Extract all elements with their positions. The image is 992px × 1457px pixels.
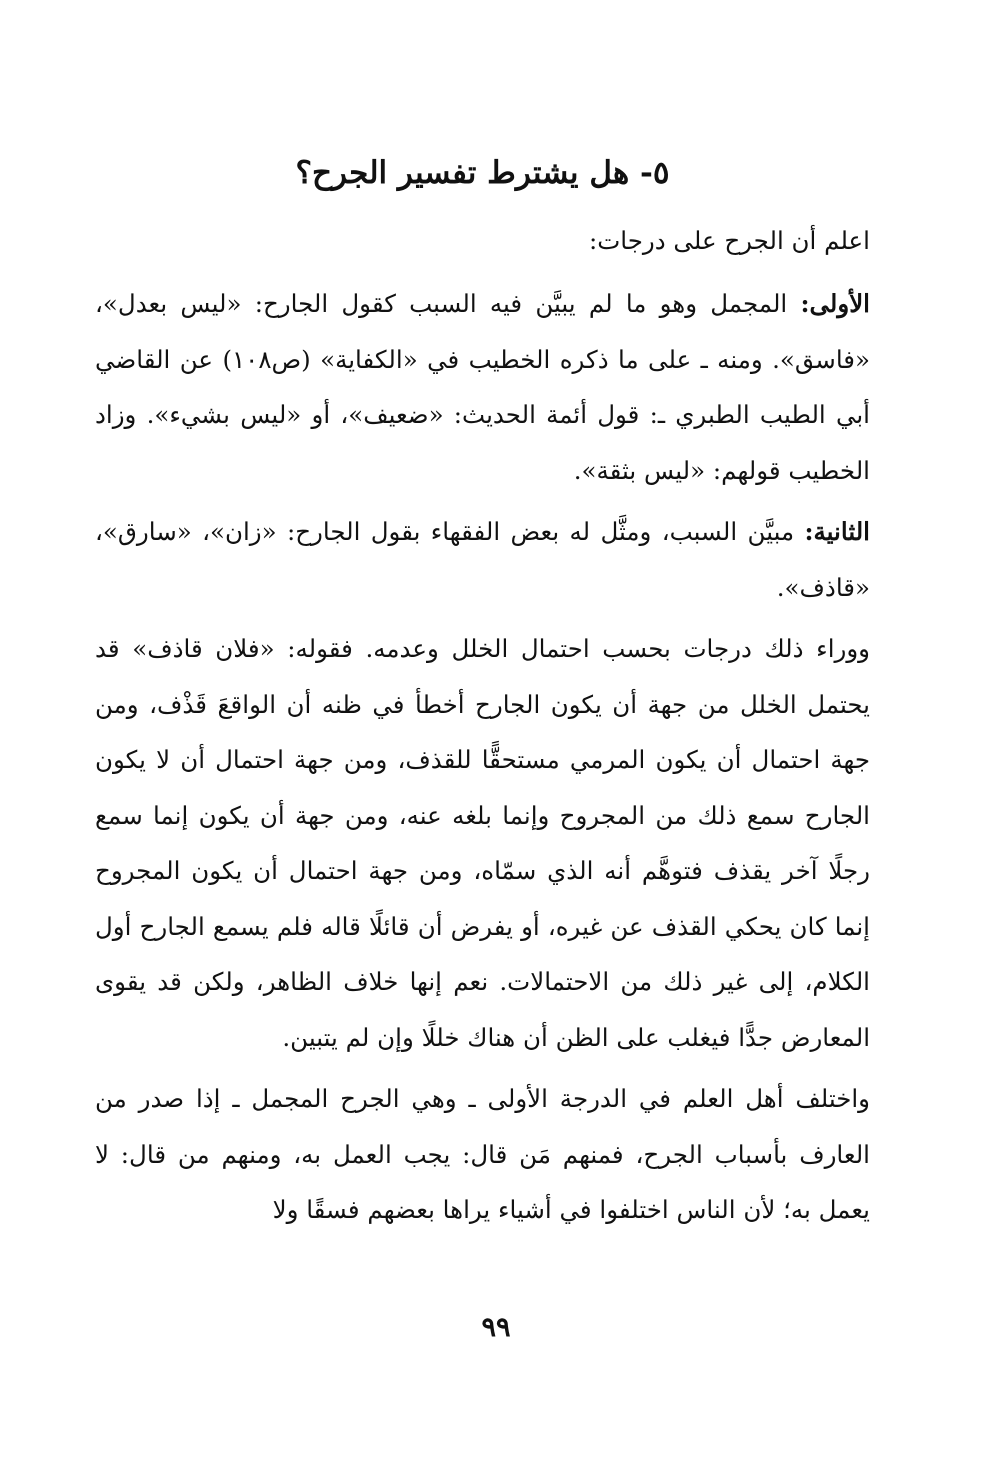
first-degree-paragraph (95, 276, 870, 498)
first-degree-lead: الأولى: (800, 289, 870, 318)
first-degree-text: المجمل وهو ما لم يبيَّن فيه السبب كقول الجارح: «ليس بعدل»، «فاسق». ومنه ـ على ما ذكره الخطيب في «الكفاية» (ص١٠٨) عن القاضي أبي الطيب الطبري ـ: قول أئمة الحديث: «ضعيف»، أو «ليس بشيء». وزاد الخطيب قولهم: «ليس بثقة». (95, 289, 870, 485)
second-degree-lead: الثانية: (804, 517, 870, 546)
disagreement-paragraph: واختلف أهل العلم في الدرجة الأولى ـ وهي الجرح المجمل ـ إذا صدر من العارف بأسباب الجرح، فمنهم مَن قال: يجب العمل به، ومنهم من قال: لا يعمل به؛ لأن الناس اختلفوا في أشياء يراها بعضهم فسقًا ولا (95, 1084, 870, 1224)
page-body (95, 150, 870, 1244)
intro-paragraph: اعلم أن الجرح على درجات: (588, 225, 870, 255)
section-title: ٥- هل يشترط تفسير الجرح؟ (295, 155, 670, 191)
page-number: ٩٩ (481, 1312, 511, 1343)
second-degree-text: مبيَّن السبب، ومثَّل له بعض الفقهاء بقول الجارح: «زان»، «سارق»، «قاذف». (95, 517, 870, 602)
second-degree-paragraph (95, 504, 870, 615)
probabilities-paragraph: ووراء ذلك درجات بحسب احتمال الخلل وعدمه. فقوله: «فلان قاذف» قد يحتمل الخلل من جهة أن يكون الجارح أخطأ في ظنه أن الواقعَ قَذْف، ومن جهة احتمال أن يكون المرمي مستحقًّا للقذف، ومن جهة احتمال أن لا يكون الجارح سمع ذلك من المجروح وإنما بلغه عنه، ومن جهة أن يكون إنما سمع رجلًا آخر يقذف فتوهَّم أنه الذي سمّاه، ومن جهة احتمال أن يكون المجروح إنما كان يحكي القذف عن غيره، أو يفرض أن قائلًا قاله فلم يسمع الجارح أول الكلام، إلى غير ذلك من الاحتمالات. نعم إنها خلاف الظاهر، ولكن قد يقوى المعارض جدًّا فيغلب على الظن أن هناك خللًا وإن لم يتبين. (95, 634, 870, 1052)
